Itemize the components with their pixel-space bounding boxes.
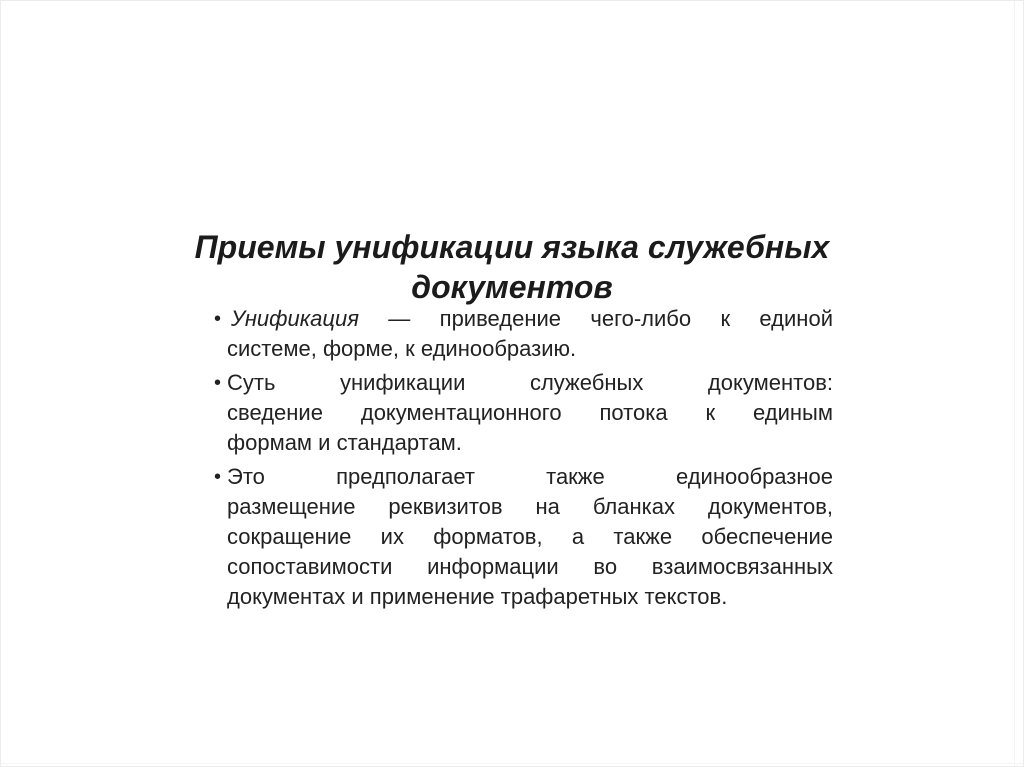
bullet-item: [213, 368, 833, 458]
bullet-line: сокращение их форматов, а также обеспечение: [227, 524, 833, 549]
bullet-line: Это предполагает также единообразное: [227, 464, 833, 489]
slide-title: [1, 227, 1023, 307]
bullet-line: системе, форме, к единообразию.: [227, 336, 577, 361]
bullet-line: документах и применение трафаретных текстов.: [227, 584, 728, 609]
bullet-item: [213, 462, 833, 612]
bullet-line: сопоставимости информации во взаимосвязанных: [227, 554, 833, 579]
bullet-item: [213, 304, 833, 364]
bullet-line: сведение документационного потока к единым: [227, 400, 833, 425]
bullet-marker-icon: •: [214, 372, 222, 394]
slide-edge-line-bottom: [1, 763, 1023, 764]
bullet-line: формам и стандартам.: [227, 430, 462, 455]
slide-edge-line-right: [1014, 1, 1015, 766]
bullet-line: размещение реквизитов на бланках документов,: [227, 494, 833, 519]
bullet-line-text: — приведение чего-либо к единой: [358, 306, 833, 331]
slide-title-line-1: Приемы унификации языка служебных: [194, 229, 830, 266]
bullet-marker-icon: •: [214, 308, 222, 330]
term-italic: Унификация: [231, 306, 359, 331]
bullet-list: [213, 304, 833, 616]
bullet-marker-icon: •: [214, 466, 222, 488]
slide-title-line-2: документов: [411, 269, 613, 306]
bullet-line: [227, 304, 833, 334]
bullet-line: Суть унификации служебных документов:: [227, 370, 833, 395]
